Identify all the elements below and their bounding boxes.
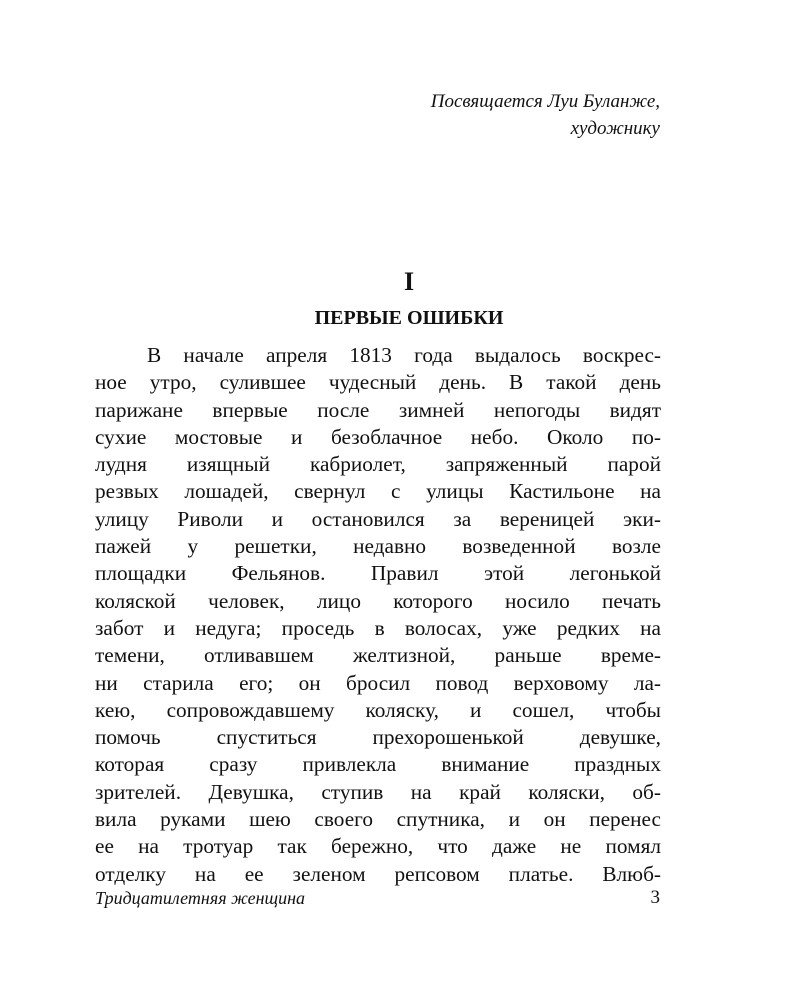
- page-number: 3: [650, 887, 660, 908]
- text-line: пажей у решетки, недавно возведенной возле: [95, 534, 661, 559]
- text-line: парижане впервые после зимней непогоды видят: [95, 397, 661, 422]
- chapter-title: ПЕРВЫЕ ОШИБКИ: [314, 307, 504, 329]
- text-line: лудня изящный кабриолет, запряженный парой: [95, 452, 661, 477]
- text-line: отделку на ее зеленом репсовом платье. Влюб-: [95, 861, 661, 886]
- dedication-line-2: художнику: [570, 118, 660, 139]
- running-footer-title: Тридцатилетняя женщина: [95, 888, 306, 908]
- text-line: которая сразу привлекла внимание праздных: [95, 752, 661, 777]
- dedication-line-1: Посвящается Луи Буланже,: [430, 91, 660, 112]
- text-line: В начале апреля 1813 года выдалось воскрес-: [147, 343, 661, 367]
- text-line: сухие мостовые и безоблачное небо. Около по-: [95, 424, 661, 449]
- dedication: [431, 88, 660, 142]
- chapter-number: I: [403, 267, 415, 296]
- text-line: резвых лошадей, свернул с улицы Кастильоне на: [95, 479, 661, 504]
- text-line: помочь спуститься прехорошенькой девушке,: [95, 725, 661, 750]
- text-line: коляской человек, лицо которого носило печать: [95, 588, 661, 613]
- text-line: ни старила его; он бросил повод верховому ла-: [95, 670, 661, 695]
- text-line: забот и недуга; проседь в волосах, уже редких на: [95, 615, 661, 640]
- text-line: площадки Фельянов. Правил этой легонькой: [95, 561, 661, 586]
- text-line: вила руками шею своего спутника, и он перенес: [95, 807, 661, 832]
- text-line: ее на тротуар так бережно, что даже не помял: [95, 834, 661, 859]
- text-line: улицу Риволи и остановился за вереницей эки-: [95, 506, 661, 531]
- text-line: кею, сопровождавшему коляску, и сошел, чтобы: [95, 697, 661, 722]
- text-line: ное утро, сулившее чудесный день. В такой день: [95, 370, 661, 395]
- text-line: темени, отливавшем желтизной, раньше време-: [95, 643, 661, 668]
- body-paragraph: [95, 342, 661, 888]
- text-line: зрителей. Девушка, ступив на край коляски, об-: [95, 779, 661, 804]
